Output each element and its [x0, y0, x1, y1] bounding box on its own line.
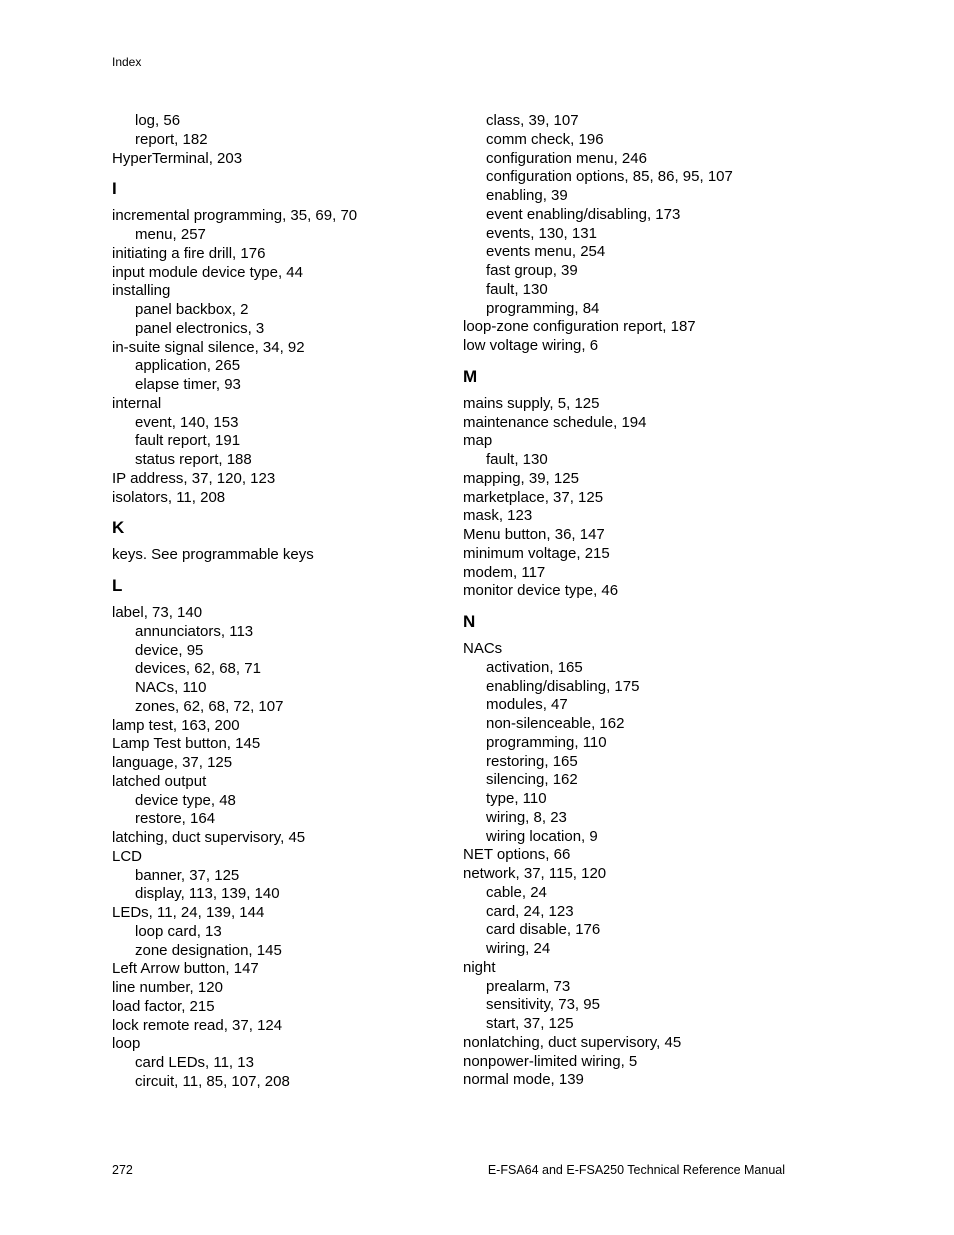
index-subentry: menu, 257 — [135, 226, 206, 243]
index-entry: mains supply, 5, 125 — [463, 394, 600, 412]
running-header: Index — [112, 55, 142, 69]
index-entry: minimum voltage, 215 — [463, 544, 610, 562]
index-entry: normal mode, 139 — [463, 1071, 584, 1089]
index-subentry: fault report, 191 — [135, 432, 241, 450]
index-subentry: panel backbox, 2 — [135, 301, 249, 318]
index-entry: maintenance schedule, 194 — [463, 413, 647, 431]
index-subentry: sensitivity, 73, 95 — [486, 996, 600, 1014]
index-subentry: comm check, 196 — [486, 130, 604, 148]
index-subentry: configuration options, 85, 86, 95, 107 — [486, 168, 733, 186]
index-subentry: programming, 110 — [486, 733, 607, 751]
index-subentry: zones, 62, 68, 72, 107 — [135, 697, 284, 715]
index-entry: latching, duct supervisory, 45 — [112, 829, 306, 846]
index-subentry: devices, 62, 68, 71 — [135, 660, 261, 678]
index-entry: LCD — [112, 847, 143, 865]
index-subentry: start, 37, 125 — [486, 1015, 574, 1032]
index-subentry: prealarm, 73 — [486, 977, 571, 995]
index-subentry: programming, 84 — [486, 299, 600, 317]
index-subentry: status report, 188 — [135, 451, 252, 468]
index-subentry: loop card, 13 — [135, 922, 222, 940]
index-subentry: wiring, 24 — [486, 940, 551, 957]
index-subentry: banner, 37, 125 — [135, 866, 240, 884]
index-entry: keys. See programmable keys — [112, 546, 314, 564]
index-subentry: fast group, 39 — [486, 262, 578, 279]
page-number: 272 — [112, 1163, 133, 1177]
index-entry: Left Arrow button, 147 — [112, 960, 259, 978]
index-subentry: zone designation, 145 — [135, 941, 282, 959]
index-entry: Menu button, 36, 147 — [463, 526, 605, 543]
index-entry: in-suite signal silence, 34, 92 — [112, 338, 305, 356]
index-subentry: annunciators, 113 — [135, 622, 254, 640]
index-subentry: fault, 130 — [486, 451, 548, 468]
index-subentry: cable, 24 — [486, 883, 547, 901]
index-entry: loop — [112, 1035, 141, 1053]
index-subentry: wiring, 8, 23 — [486, 808, 567, 826]
index-column-left — [112, 112, 452, 1092]
index-letter-heading: I — [112, 179, 117, 199]
index-entry: IP address, 37, 120, 123 — [112, 469, 276, 487]
index-subentry: events menu, 254 — [486, 243, 606, 261]
index-subentry: activation, 165 — [486, 658, 583, 676]
index-letter-heading: N — [463, 612, 476, 631]
index-entry: map — [463, 432, 493, 450]
index-entry: monitor device type, 46 — [463, 582, 619, 600]
manual-title: E-FSA64 and E-FSA250 Technical Reference Manual — [487, 1163, 785, 1177]
index-entry: network, 37, 115, 120 — [463, 865, 607, 882]
index-entry: Lamp Test button, 145 — [112, 735, 261, 753]
index-entry: nonlatching, duct supervisory, 45 — [463, 1033, 682, 1051]
index-entry: NACs — [463, 640, 503, 657]
index-subentry: type, 110 — [486, 790, 547, 807]
index-subentry: circuit, 11, 85, 107, 208 — [135, 1072, 290, 1090]
index-entry: lock remote read, 37, 124 — [112, 1016, 283, 1034]
index-subentry: event, 140, 153 — [135, 413, 239, 431]
index-subentry: NACs, 110 — [135, 679, 207, 696]
index-entry: nonpower-limited wiring, 5 — [463, 1052, 638, 1070]
index-entry: language, 37, 125 — [112, 754, 233, 771]
index-entry: initiating a fire drill, 176 — [112, 244, 266, 262]
index-entry: isolators, 11, 208 — [112, 488, 226, 506]
index-subentry: device, 95 — [135, 641, 204, 659]
index-subentry: display, 113, 139, 140 — [135, 885, 280, 903]
index-subentry: configuration menu, 246 — [486, 149, 647, 167]
index-subentry: event enabling/disabling, 173 — [486, 205, 681, 223]
index-subentry: card disable, 176 — [486, 921, 601, 939]
index-subentry: panel electronics, 3 — [135, 319, 265, 337]
index-subentry: application, 265 — [135, 357, 241, 375]
index-subentry: restoring, 165 — [486, 752, 578, 770]
index-entry: installing — [112, 282, 171, 300]
index-subentry: class, 39, 107 — [486, 112, 579, 129]
index-letter-heading: M — [463, 366, 478, 386]
index-subentry: card LEDs, 11, 13 — [135, 1054, 254, 1071]
index-subentry: events, 130, 131 — [486, 224, 597, 242]
index-entry: HyperTerminal, 203 — [112, 149, 243, 167]
index-entry: line number, 120 — [112, 979, 223, 996]
index-subentry: fault, 130 — [486, 280, 548, 298]
index-entry: LEDs, 11, 24, 139, 144 — [112, 904, 265, 921]
index-subentry: report, 182 — [135, 130, 208, 148]
index-entry: incremental programming, 35, 69, 70 — [112, 207, 358, 225]
index-subentry: log, 56 — [135, 112, 181, 129]
index-entry: internal — [112, 394, 162, 412]
index-entry: mapping, 39, 125 — [463, 469, 579, 487]
index-entry: load factor, 215 — [112, 997, 215, 1015]
index-subentry: wiring location, 9 — [486, 827, 598, 845]
index-subentry: restore, 164 — [135, 810, 216, 828]
index-entry: night — [463, 958, 496, 976]
index-subentry: non-silenceable, 162 — [486, 715, 625, 732]
index-entry: modem, 117 — [463, 563, 546, 581]
index-letter-heading: L — [112, 576, 123, 595]
index-entry: lamp test, 163, 200 — [112, 716, 240, 734]
index-subentry: enabling, 39 — [486, 187, 568, 204]
index-entry: mask, 123 — [463, 507, 533, 525]
index-entry: label, 73, 140 — [112, 604, 203, 621]
index-subentry: modules, 47 — [486, 696, 568, 714]
index-entry: input module device type, 44 — [112, 263, 303, 281]
index-subentry: silencing, 162 — [486, 771, 578, 789]
index-entry: latched output — [112, 772, 207, 790]
index-subentry: elapse timer, 93 — [135, 376, 241, 393]
index-subentry: card, 24, 123 — [486, 902, 574, 920]
index-letter-heading: K — [112, 518, 125, 538]
index-subentry: device type, 48 — [135, 791, 236, 809]
index-subentry: enabling/disabling, 175 — [486, 677, 640, 695]
index-entry: low voltage wiring, 6 — [463, 337, 599, 354]
index-entry: loop-zone configuration report, 187 — [463, 318, 696, 336]
index-entry: NET options, 66 — [463, 846, 571, 864]
index-column-right — [463, 112, 803, 1090]
index-entry: marketplace, 37, 125 — [463, 488, 604, 506]
